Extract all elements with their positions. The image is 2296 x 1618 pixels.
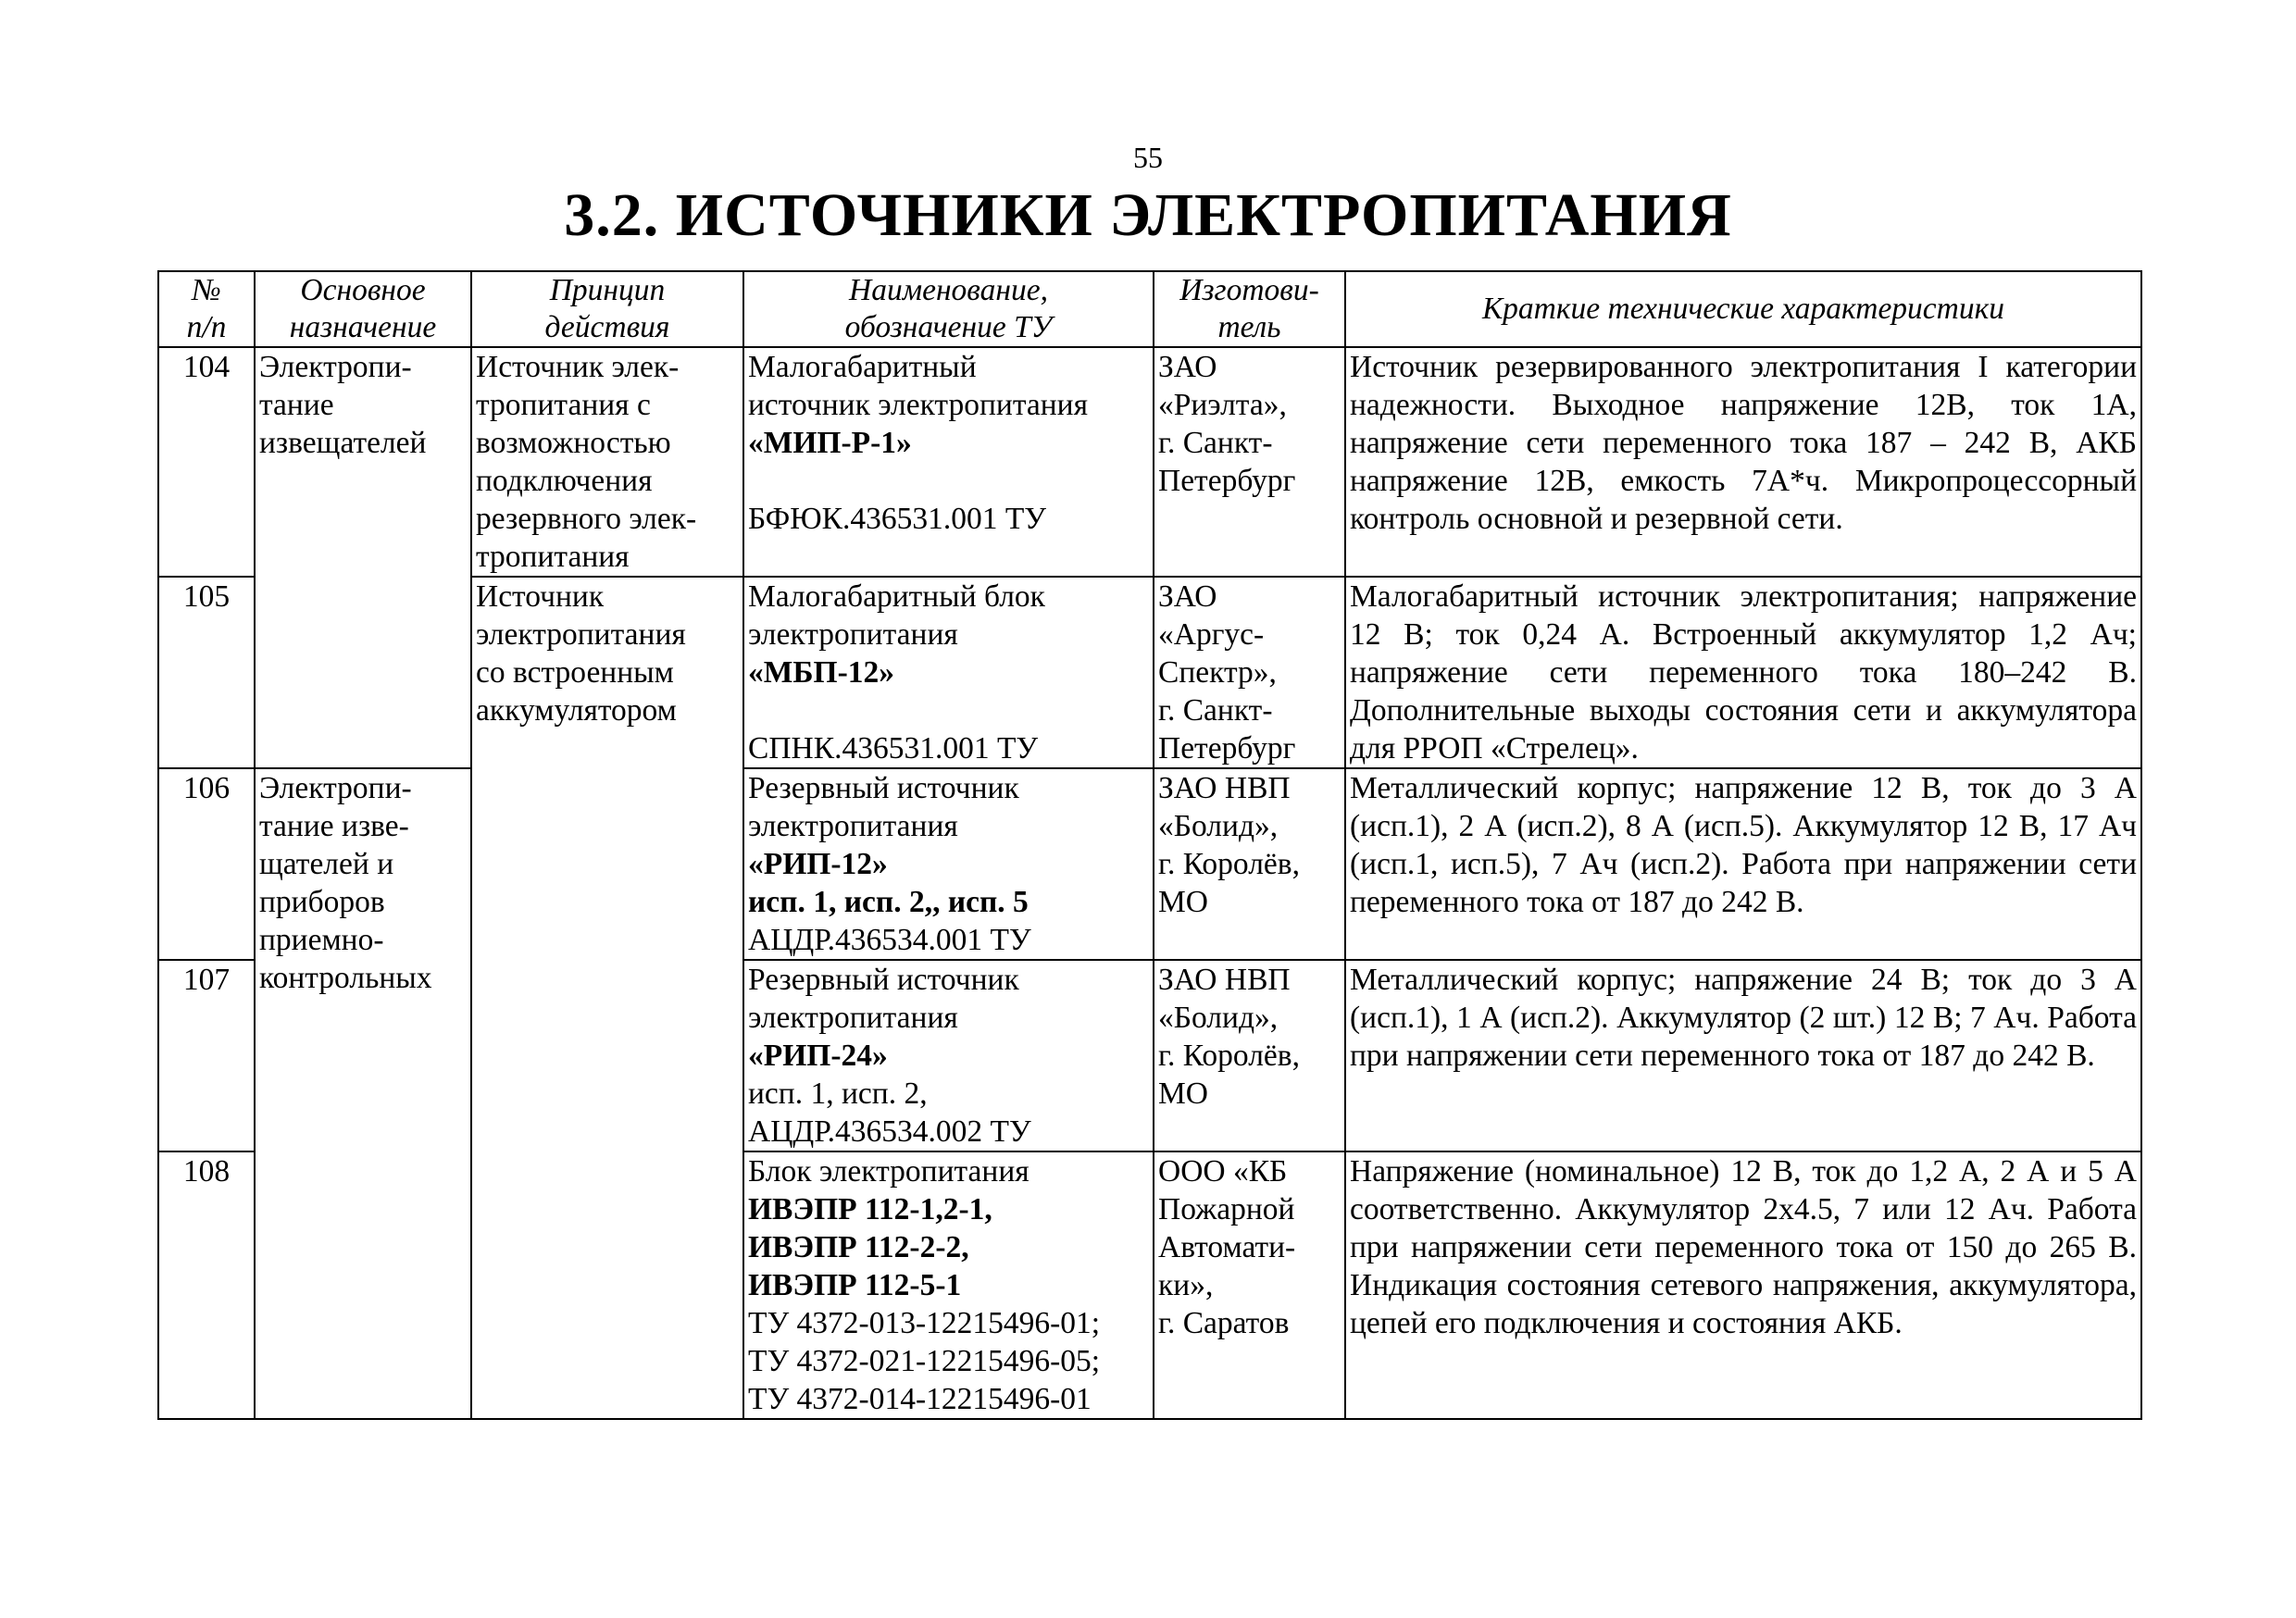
- header-specs: Краткие технические характеристики: [1345, 271, 2141, 347]
- row-num: 105: [158, 577, 255, 768]
- principle-cell: Источник элек- тропитания с возможностью подключения резервного элек- тропитания: [471, 347, 743, 577]
- table-header-row: [158, 271, 2141, 347]
- name-cell: Резервный источник электропитания «РИП-12» исп. 1, исп. 2,, исп. 5 АЦДР.436534.001 ТУ: [743, 768, 1154, 960]
- row-num: 107: [158, 960, 255, 1151]
- header-maker: Изготови- тель: [1154, 271, 1345, 347]
- header-principle: Принцип действия: [471, 271, 743, 347]
- maker-cell: ЗАО «Риэлта», г. Санкт- Петербург: [1154, 347, 1345, 577]
- maker-cell: ООО «КБ Пожарной Автомати- ки», г. Саратов: [1154, 1151, 1345, 1419]
- specs-cell: Металлический корпус; напряжение 24 В; ток до 3 А (исп.1), 1 А (исп.2). Аккумулятор (2 шт.) 12 В; 7 Ач. Работа при напряжении сети переменного тока от 187 до 242 В.: [1345, 960, 2141, 1151]
- name-cell: Блок электропитания ИВЭПР 112-1,2-1, ИВЭПР 112-2-2, ИВЭПР 112-5-1 ТУ 4372-013-12215496-01; ТУ 4372-021-12215496-05; ТУ 4372-014-12215496-01: [743, 1151, 1154, 1419]
- maker-cell: ЗАО НВП «Болид», г. Королёв, МО: [1154, 768, 1345, 960]
- section-title: 3.2. ИСТОЧНИКИ ЭЛЕКТРОПИТАНИЯ: [564, 181, 1732, 249]
- header-name: Наименование, обозначение ТУ: [743, 271, 1154, 347]
- maker-cell: ЗАО НВП «Болид», г. Королёв, МО: [1154, 960, 1345, 1151]
- purpose-cell: Электропи- тание изве- щателей и приборов приемно- контрольных: [255, 768, 471, 1419]
- name-cell: Резервный источник электропитания «РИП-24» исп. 1, исп. 2, АЦДР.436534.002 ТУ: [743, 960, 1154, 1151]
- specs-cell: Металлический корпус; напряжение 12 В, ток до 3 А (исп.1), 2 А (исп.2), 8 А (исп.5). Аккумулятор 12 В, 17 Ач (исп.1, исп.5), 7 Ач (исп.2). Работа при напряжении сети переменного тока от 187 до 242 В.: [1345, 768, 2141, 960]
- row-num: 106: [158, 768, 255, 960]
- specs-cell: Источник резервированного электропитания I категории надежности. Выходное напряжение 12В, ток 1А, напряжение сети переменного тока 187 – 242 В, АКБ напряжение 12В, емкость 7А*ч. Микропроцессорный контроль основной и резервной сети.: [1345, 347, 2141, 577]
- purpose-cell: Электропи- тание извещателей: [255, 347, 471, 768]
- power-sources-table: [157, 270, 2142, 1420]
- row-num: 104: [158, 347, 255, 577]
- principle-cell: Источник электропитания со встроенным аккумулятором: [471, 577, 743, 1419]
- table-row: [158, 768, 2141, 960]
- row-num: 108: [158, 1151, 255, 1419]
- name-cell: Малогабаритный источник электропитания «МИП-Р-1» БФЮК.436531.001 ТУ: [743, 347, 1154, 577]
- name-cell: Малогабаритный блок электропитания «МБП-12» СПНК.436531.001 ТУ: [743, 577, 1154, 768]
- header-purpose: Основное назначение: [255, 271, 471, 347]
- maker-cell: ЗАО «Аргус- Спектр», г. Санкт- Петербург: [1154, 577, 1345, 768]
- specs-cell: Напряжение (номинальное) 12 В, ток до 1,2 А, 2 А и 5 А соответственно. Аккумулятор 2х4.5, 7 или 12 Ач. Работа при напряжении сети переменного тока от 150 до 265 В. Индикация состояния сетевого напряжения, аккумулятора, цепей его подключения и состояния АКБ.: [1345, 1151, 2141, 1419]
- header-num: № п/п: [158, 271, 255, 347]
- page-number: 55: [1133, 141, 1163, 174]
- table-row: [158, 347, 2141, 577]
- specs-cell: Малогабаритный источник электропитания; напряжение 12 В; ток 0,24 А. Встроенный аккумулятор 1,2 Ач; напряжение сети переменного тока 180–242 В. Дополнительные выходы состояния сети и аккумулятора для РРОП «Стрелец».: [1345, 577, 2141, 768]
